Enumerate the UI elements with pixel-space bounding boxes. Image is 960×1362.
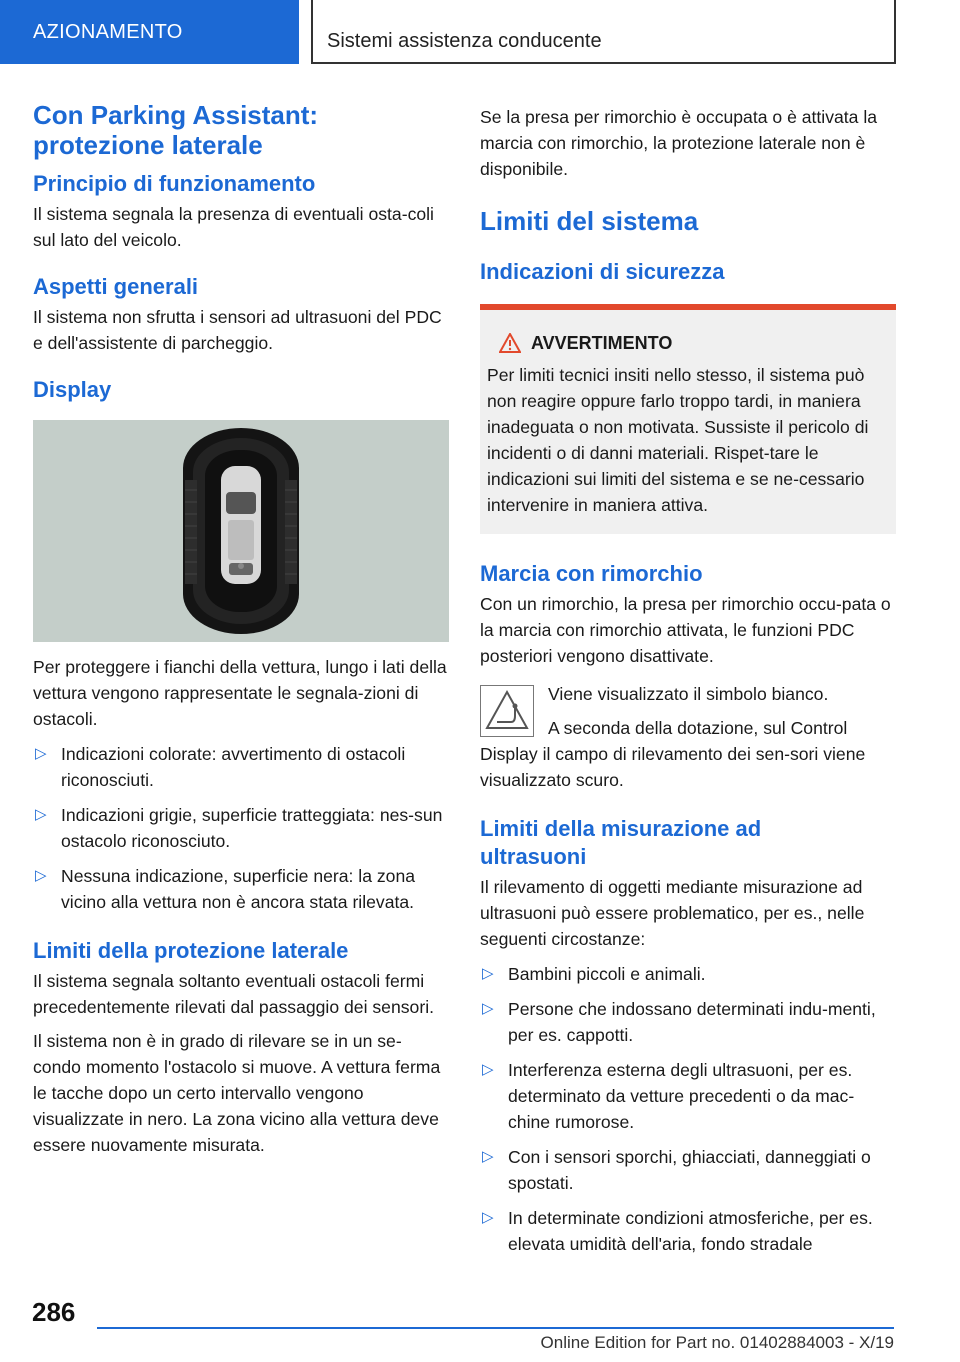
triangle-bullet-icon: ▷ bbox=[35, 867, 47, 884]
list-item: ▷ Interferenza esterna degli ultrasuoni, per es. determinato da vetture precedenti o da mac-chine rumorose. bbox=[480, 1057, 896, 1135]
footer-divider bbox=[97, 1327, 894, 1329]
left-column bbox=[33, 100, 449, 1158]
display-bullets bbox=[33, 741, 449, 915]
section-title: Con Parking Assistant: protezione laterale bbox=[33, 100, 319, 160]
warning-title: AVVERTIMENTO bbox=[531, 333, 673, 353]
text-misurazione: Il rilevamento di oggetti mediante misurazione ad ultrasuoni può essere problematico, per es., nelle seguenti circostanze: bbox=[480, 877, 865, 949]
heading-principio: Principio di funzionamento bbox=[33, 171, 316, 196]
list-item: ▷ Indicazioni grigie, superficie tratteggiata: nes-sun ostacolo riconosciuto. bbox=[33, 802, 449, 854]
triangle-bullet-icon: ▷ bbox=[35, 806, 47, 823]
heading-misurazione: Limiti della misurazione ad ultrasuoni bbox=[480, 816, 762, 869]
symbol-row bbox=[480, 681, 896, 793]
text-simbolo: Viene visualizzato il simbolo bianco. bbox=[548, 684, 829, 704]
text-dotazione: A seconda della dotazione, sul Control Display il campo di rilevamento dei sen-sori viene visualizzato scuro. bbox=[480, 718, 866, 790]
heading-rimorchio: Marcia con rimorchio bbox=[480, 561, 703, 586]
page-number: 286 bbox=[32, 1297, 76, 1327]
list-item: ▷ Con i sensori sporchi, ghiacciati, danneggiati o spostati. bbox=[480, 1144, 896, 1196]
warning-header bbox=[499, 330, 888, 356]
trailer-warning-icon bbox=[480, 685, 534, 737]
list-item: ▷ In determinate condizioni atmosferiche, per es. elevata umidità dell'aria, fondo stradale bbox=[480, 1205, 896, 1257]
list-item: ▷ Persone che indossano determinati indu-menti, per es. cappotti. bbox=[480, 996, 896, 1048]
heading-aspetti: Aspetti generali bbox=[33, 274, 199, 299]
warning-text: Per limiti tecnici insiti nello stesso, il sistema può non reagire oppure farlo troppo tardi, in maniera inadeguata o non motivata. Sussiste il pericolo di incidenti o di danni materiali. Rispet-tare le indicazioni sui limiti del sistema e se ne-cessario intervenire in maniera attiva. bbox=[487, 365, 869, 515]
text-rimorchio: Con un rimorchio, la presa per rimorchio occu-pata o la marcia con rimorchio attivata, le funzioni PDC posteriori vengono disattivate. bbox=[480, 594, 891, 666]
text-aspetti: Il sistema non sfrutta i sensori ad ultrasuoni del PDC e dell'assistente di parcheggio. bbox=[33, 307, 442, 353]
text-limiti-2: Il sistema non è in grado di rilevare se in un se-condo momento l'ostacolo si muove. A vettura ferma le tacche dopo un certo intervallo vengono visualizzate in nero. La zona vicino alla vettura deve essere nuovamente misurata. bbox=[33, 1031, 441, 1155]
text-principio: Il sistema segnala la presenza di eventuali osta-coli sul lato del veicolo. bbox=[33, 204, 434, 250]
heading-limiti-sistema: Limiti del sistema bbox=[480, 206, 699, 236]
triangle-bullet-icon: ▷ bbox=[482, 1148, 494, 1165]
section-tab: AZIONAMENTO bbox=[0, 0, 299, 64]
heading-limiti-protezione: Limiti della protezione laterale bbox=[33, 938, 349, 963]
display-image bbox=[33, 420, 449, 642]
chapter-tab: Sistemi assistenza conducente bbox=[311, 0, 896, 64]
text-limiti-1: Il sistema segnala soltanto eventuali ostacoli fermi precedentemente rilevati dal passaggio dei sensori. bbox=[33, 971, 434, 1017]
warning-box bbox=[480, 304, 896, 534]
heading-display: Display bbox=[33, 377, 112, 402]
heading-sicurezza: Indicazioni di sicurezza bbox=[480, 259, 725, 284]
warning-triangle-icon bbox=[499, 333, 521, 353]
right-column bbox=[480, 100, 896, 1266]
footer-edition: Online Edition for Part no. 01402884003 - X/19 bbox=[540, 1333, 894, 1352]
triangle-bullet-icon: ▷ bbox=[35, 745, 47, 762]
list-item: ▷ Indicazioni colorate: avvertimento di ostacoli riconosciuti. bbox=[33, 741, 449, 793]
parking-display-graphic bbox=[33, 420, 449, 642]
triangle-bullet-icon: ▷ bbox=[482, 1209, 494, 1226]
triangle-bullet-icon: ▷ bbox=[482, 1061, 494, 1078]
text-presa: Se la presa per rimorchio è occupata o è attivata la marcia con rimorchio, la protezione laterale non è disponibile. bbox=[480, 107, 878, 179]
triangle-bullet-icon: ▷ bbox=[482, 965, 494, 982]
text-display: Per proteggere i fianchi della vettura, lungo i lati della vettura vengono rappresentate le segnala-zioni di ostacoli. bbox=[33, 657, 447, 729]
list-item: ▷ Bambini piccoli e animali. bbox=[480, 961, 896, 987]
triangle-bullet-icon: ▷ bbox=[482, 1000, 494, 1017]
misurazione-bullets bbox=[480, 961, 896, 1257]
list-item: ▷ Nessuna indicazione, superficie nera: la zona vicino alla vettura non è ancora stata rilevata. bbox=[33, 863, 449, 915]
